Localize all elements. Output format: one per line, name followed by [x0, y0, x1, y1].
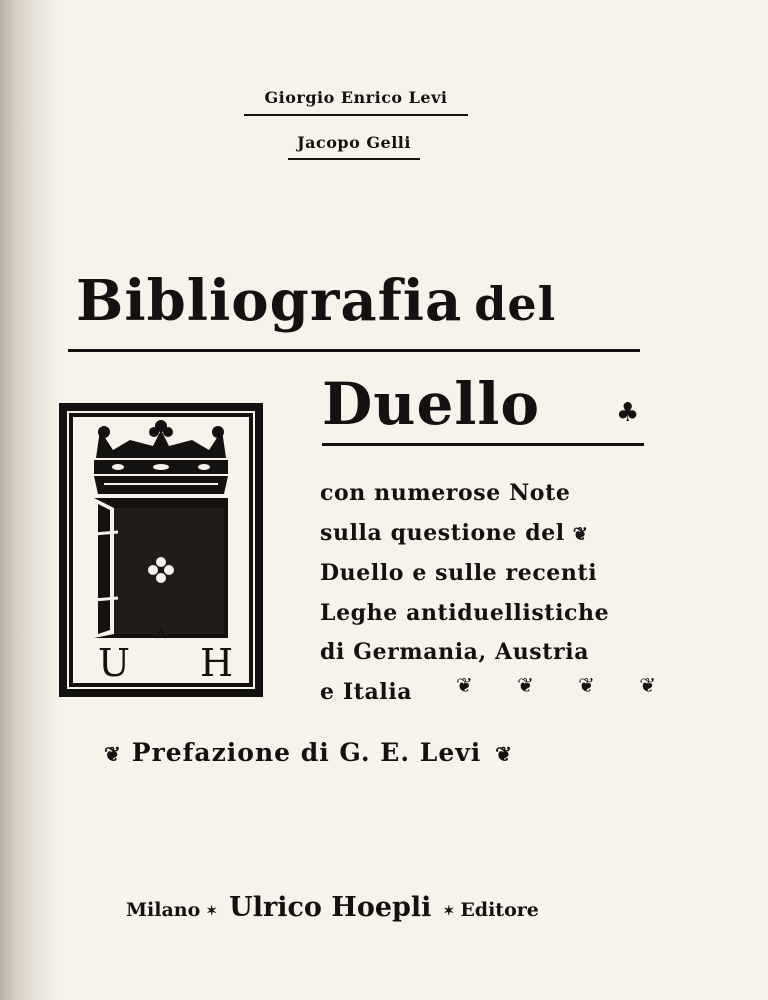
author-name-1: Giorgio Enrico Levi [264, 88, 448, 107]
title-small-word: del [474, 277, 557, 331]
subtitle-line: con numerose Note [320, 480, 571, 506]
author-rule-2 [288, 158, 420, 160]
leaf-ornament-icon: ❦ [495, 742, 514, 766]
publisher-name: Ulrico Hoepli [229, 892, 432, 923]
subtitle-line: Duello e sulle recenti [320, 560, 598, 586]
printer-mark [58, 402, 264, 698]
title-main-word: Bibliografia [76, 268, 463, 334]
subtitle-line-text: sulla questione del [320, 519, 565, 546]
publisher-role: Editore [460, 899, 539, 921]
title-rule-1 [68, 349, 640, 352]
star-separator-icon: ✶ [206, 904, 218, 919]
publisher-city: Milano [126, 899, 201, 921]
title-line-2: Duello [322, 370, 541, 438]
star-separator-icon: ✶ [443, 904, 455, 919]
author-rule-1 [244, 114, 468, 116]
subtitle-line [320, 514, 650, 555]
leaf-ornament-icon: ❦ [456, 673, 473, 697]
leaf-ornament-icon: ❦ [572, 523, 589, 545]
leaf-ornament-icon: ❦ [639, 673, 656, 697]
preface-text: Prefazione di G. E. Levi [131, 738, 482, 767]
title-rule-2 [322, 443, 644, 446]
author-name-2: Jacopo Gelli [297, 133, 411, 152]
title-line-1 [76, 268, 652, 334]
mark-letter-right: H [200, 641, 234, 685]
club-ornament-icon: ♣ [616, 398, 640, 428]
page-gutter-shadow [0, 0, 60, 1000]
book-icon [94, 498, 228, 638]
leaf-ornament-icon: ❦ [517, 673, 534, 697]
mark-letter-left: U [98, 641, 131, 685]
leaf-ornament-icon: ❦ [578, 673, 595, 697]
subtitle-line: Leghe antiduellistiche [320, 599, 610, 626]
leaf-ornament-row [456, 673, 656, 697]
preface-line [104, 738, 624, 767]
subtitle-line: di Germania, Austria [320, 639, 590, 665]
leaf-ornament-icon: ❦ [104, 742, 122, 766]
subtitle-line: e Italia [320, 678, 413, 705]
publisher-line [126, 892, 596, 923]
